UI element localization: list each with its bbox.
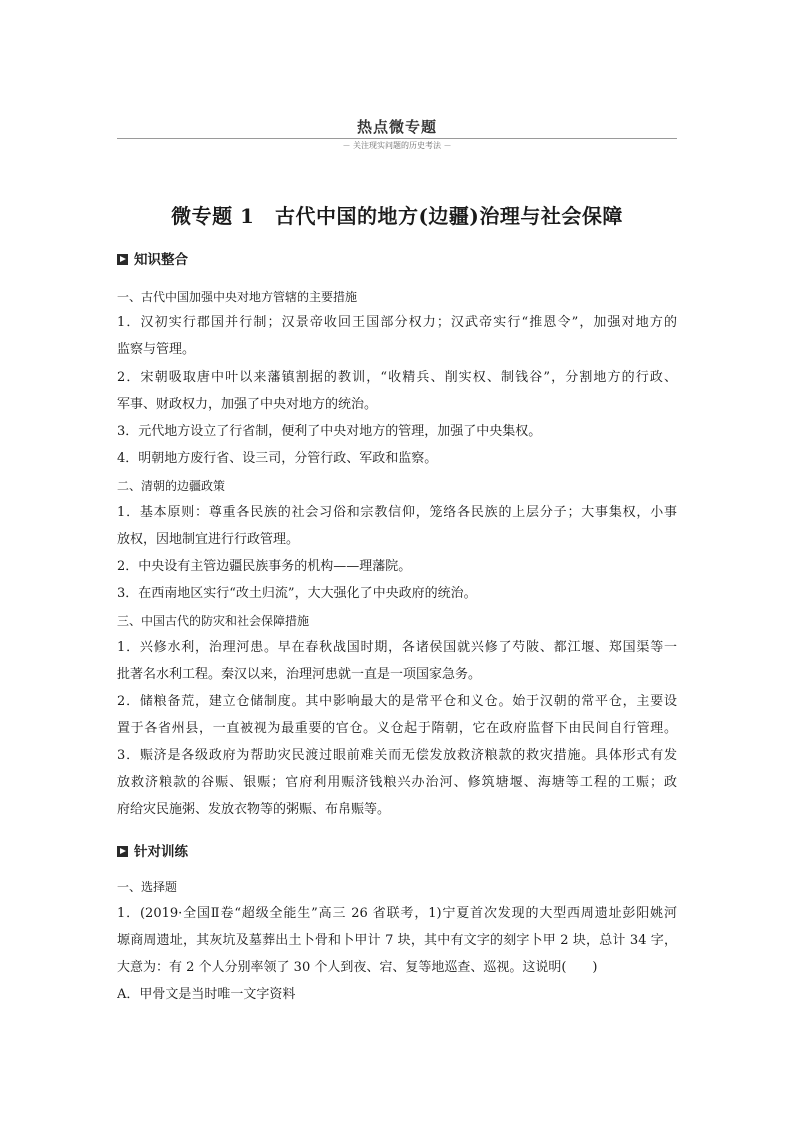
banner-title: 热点微专题 bbox=[356, 118, 437, 136]
paragraph-line: 3．元代地方设立了行省制，便利了中央对地方的管理，加强了中央集权。 bbox=[117, 424, 542, 439]
section-heading-label: 知识整合 bbox=[134, 252, 188, 268]
page-title: 微专题 1 古代中国的地方(边疆)治理与社会保障 bbox=[171, 204, 623, 228]
paragraph-line: 3．赈济是各级政府为帮助灾民渡过眼前难关而无偿发放救济粮款的救灾措施。具体形式有发 bbox=[117, 748, 677, 763]
paragraph-line: 3．在西南地区实行“改土归流”，大大强化了中央政府的统治。 bbox=[117, 586, 477, 601]
paragraph-line: 放救济粮款的谷赈、银赈；官府利用赈济钱粮兴办治河、修筑塘堰、海塘等工程的工赈；政 bbox=[117, 775, 677, 790]
play-triangle-icon bbox=[117, 254, 128, 265]
paragraph-line: 2．储粮备荒，建立仓储制度。其中影响最大的是常平仓和义仓。始于汉朝的常平仓，主要设 bbox=[117, 694, 677, 709]
paragraph-line: 军事、财政权力，加强了中央对地方的统治。 bbox=[117, 397, 378, 412]
paragraph-line: 1．基本原则：尊重各民族的社会习俗和宗教信仰，笼络各民族的上层分子；大事集权，小事 bbox=[117, 505, 677, 520]
paragraph-line: 监察与管理。 bbox=[117, 342, 196, 357]
paragraph-line: 放权，因地制宜进行行政管理。 bbox=[117, 532, 300, 547]
topic-banner bbox=[117, 117, 677, 151]
section-heading-knowledge bbox=[117, 251, 188, 269]
section-heading-label: 针对训练 bbox=[134, 844, 188, 860]
paragraph-line: 1．兴修水利，治理河患。早在春秋战国时期，各诸侯国就兴修了芍陂、都江堰、郑国渠等一 bbox=[117, 640, 677, 655]
paragraph-line: 府给灾民施粥、发放衣物等的粥赈、布帛赈等。 bbox=[117, 802, 391, 817]
paragraph-line: 置于各省州县，一直被视为最重要的官仓。义仓起于隋朝，它在政府监督下由民间自行管理。 bbox=[117, 721, 677, 736]
paragraph-line: 4．明朝地方废行省、设三司，分管行政、军政和监察。 bbox=[117, 451, 438, 466]
paragraph-line: 批著名水利工程。秦汉以来，治理河患就一直是一项国家急务。 bbox=[117, 667, 482, 682]
subsection-heading: 一、选择题 bbox=[117, 880, 178, 894]
question-line: 塬商周遗址，其灰坑及墓葬出土卜骨和卜甲计 7 块，其中有文字的刻字卜甲 2 块，总计 34 字， bbox=[117, 933, 677, 948]
play-triangle-icon bbox=[117, 846, 128, 857]
subsection-heading: 一、古代中国加强中央对地方管辖的主要措施 bbox=[117, 290, 358, 304]
paragraph-line: 2．中央设有主管边疆民族事务的机构——理藩院。 bbox=[117, 559, 412, 574]
subsection-heading: 二、清朝的边疆政策 bbox=[117, 479, 226, 493]
question-line: 1．(2019·全国Ⅱ卷“超级全能生”高三 26 省联考，1)宁夏首次发现的大型西周遗址彭阳姚河 bbox=[117, 906, 677, 921]
section-heading-training bbox=[117, 843, 188, 861]
question-line: 大意为：有 2 个人分别率领了 30 个人到夜、宕、复等地巡查、巡视。这说明( ) bbox=[117, 960, 598, 975]
paragraph-line: 1．汉初实行郡国并行制；汉景帝收回王国部分权力；汉武帝实行“推恩令”，加强对地方的 bbox=[117, 315, 677, 330]
banner-subtitle: － 关注现实问题的历史考法 － bbox=[342, 141, 452, 150]
banner-divider bbox=[117, 138, 677, 139]
answer-option: A．甲骨文是当时唯一文字资料 bbox=[117, 987, 296, 1002]
paragraph-line: 2．宋朝吸取唐中叶以来藩镇割据的教训，“收精兵、削实权、制钱谷”，分割地方的行政、 bbox=[117, 370, 677, 385]
subsection-heading: 三、中国古代的防灾和社会保障措施 bbox=[117, 614, 310, 628]
